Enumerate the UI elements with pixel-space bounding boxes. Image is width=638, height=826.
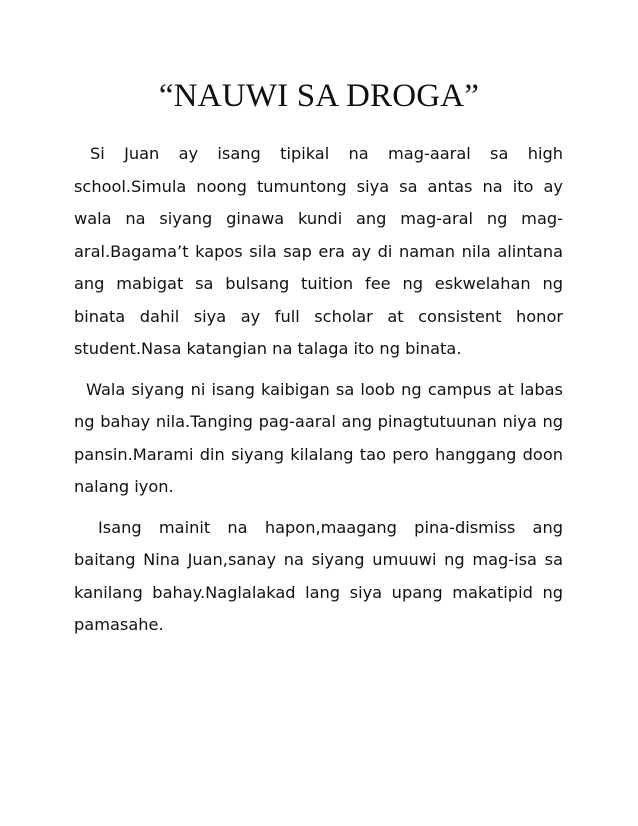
document-title: “NAUWI SA DROGA”: [158, 78, 480, 114]
document-body: [74, 138, 563, 650]
paragraph-3: Isang mainit na hapon,maagang pina-dismiss ang baitang Nina Juan,sanay na siyang umuuwi ng mag-isa sa kanilang bahay.Naglalakad lang siya upang makatipid ng pamasahe.: [74, 517, 563, 634]
paragraph-1: Si Juan ay isang tipikal na mag-aaral sa high school.Simula noong tumuntong siya sa antas na ito ay wala na siyang ginawa kundi ang mag-aral ng mag-aral.Bagama’t kapos sila sap era ay di naman nila alintana ang mabigat sa bulsang tuition fee ng eskwelahan ng binata dahil siya ay full scholar at consistent honor student.Nasa katangian na talaga ito ng binata.: [74, 144, 563, 358]
paragraph-2: Wala siyang ni isang kaibigan sa loob ng campus at labas ng bahay nila.Tanging pag-aaral ang pinagtutuunan niya ng pansin.Marami din siyang kilalang tao pero hanggang doon nalang iyon.: [74, 379, 563, 496]
